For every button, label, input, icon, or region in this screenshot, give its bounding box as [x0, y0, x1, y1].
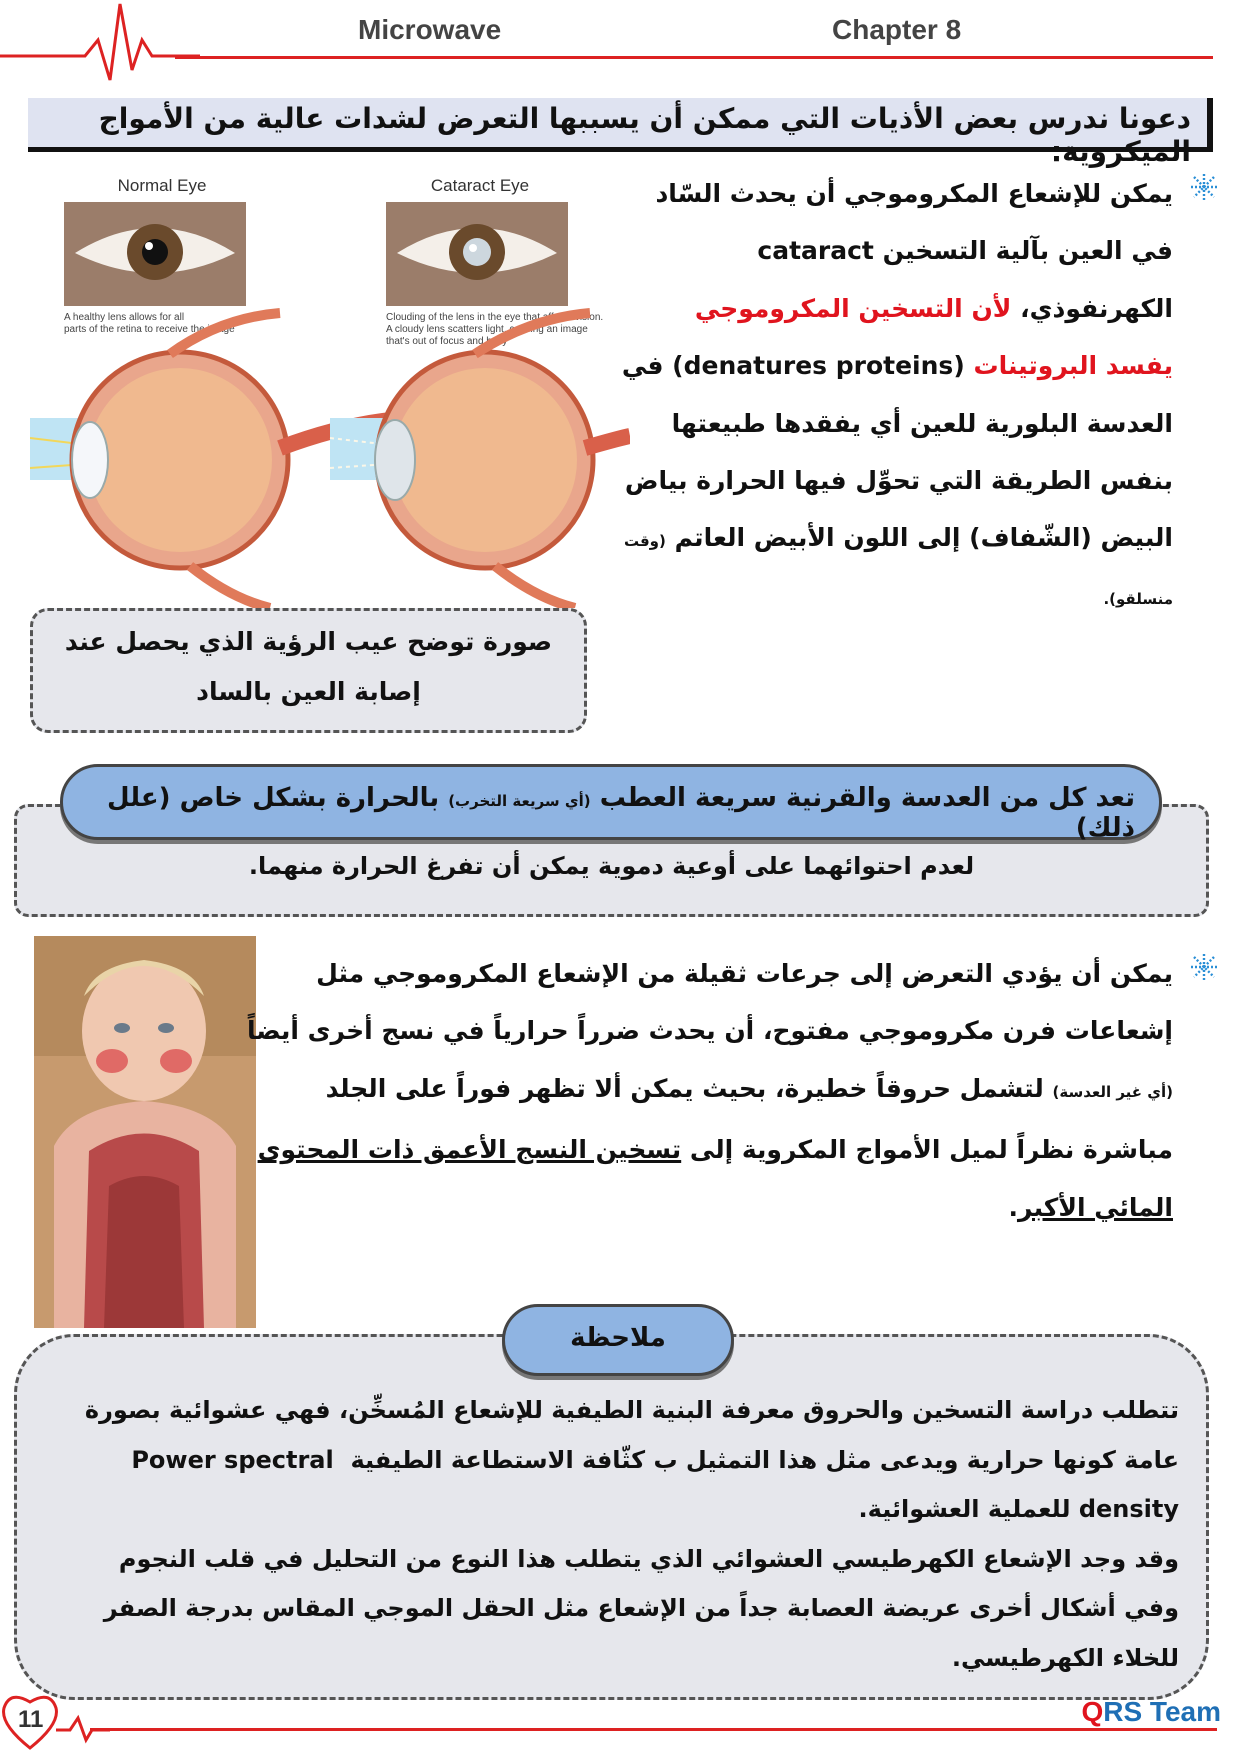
- svg-text:Clouding of the lens in the ey: Clouding of the lens in the eye that affects vision.: [386, 312, 604, 323]
- burn-paragraph: [246, 945, 1173, 1236]
- normal-eye-title: Normal Eye: [117, 176, 207, 195]
- normal-eye-photo: [64, 202, 246, 306]
- text-line: إشعاعات فرن مكروموجي مفتوح، أن يحدث ضرراً حرارياً في نسج أخرى أيضاً: [246, 1016, 1173, 1046]
- figure-caption-line: إصابة العين بالساد: [196, 677, 421, 706]
- header-left-title: Microwave: [358, 14, 502, 45]
- header-rule: [175, 56, 1213, 59]
- text-line: وقد وجد الإشعاع الكهرطيسي العشوائي الذي يتطلب هذا النوع من التحليل في قلب النجوم: [118, 1544, 1179, 1573]
- header-right-title: Chapter 8: [832, 14, 962, 45]
- lens-note-answer: لعدم احتوائهما على أوعية دموية يمكن أن تفرغ الحرارة منهما.: [248, 852, 975, 880]
- text-line: الكهرنفوذي، لأن التسخين المكروموجي: [694, 293, 1173, 323]
- section-title: دعونا ندرس بعض الأذيات التي ممكن أن يسببها التعرض لشدات عالية من الأمواج الميكروية:: [28, 98, 1213, 152]
- text-line: يمكن أن يؤدي التعرض إلى جرعات ثقيلة من الإشعاع المكروموجي مثل: [316, 959, 1173, 988]
- note-body: [69, 1386, 1179, 1683]
- cataract-paragraph: [593, 165, 1173, 628]
- text-line: وفي أشكال أخرى عريضة العصابة جداً من الإشعاع مثل الحقل الموجي المقاس بدرجة الصفر: [103, 1594, 1179, 1622]
- text-line: تتطلب دراسة التسخين والحروق معرفة البنية الطيفية للإشعاع المُسخِّن، فهي عشوائية بصورة: [84, 1396, 1179, 1424]
- underlined-phrase: تسخين النسج الأعمق ذات المحتوى: [257, 1135, 682, 1165]
- brand-logo: QRS Team: [1081, 1696, 1221, 1727]
- figure-caption-line: صورة توضح عيب الرؤية الذي يحصل عند: [64, 627, 553, 656]
- text-line: في العين بآلية التسخين cataract: [757, 236, 1173, 266]
- svg-text:that's out of focus and hazy: that's out of focus and hazy: [386, 336, 508, 347]
- heartbeat-line-icon: [0, 1690, 110, 1754]
- cataract-eye-photo: [386, 202, 568, 306]
- text-line: للخلاء الكهرطيسي.: [951, 1643, 1179, 1672]
- snowflake-icon: [1189, 172, 1219, 202]
- page-number: 11: [18, 1706, 44, 1733]
- svg-text:A healthy lens allows for all: A healthy lens allows for all: [64, 312, 185, 323]
- burned-child-photo: [34, 936, 256, 1328]
- eye-comparison-figure: [30, 168, 630, 608]
- underlined-phrase: المائي الأكبر: [1018, 1192, 1173, 1222]
- svg-text:parts of the retina to receive: parts of the retina to receive the image: [64, 324, 235, 335]
- text-line: density للعملية العشوائية.: [858, 1495, 1179, 1523]
- highlight-red: لأن التسخين المكروموجي: [694, 293, 1012, 323]
- text-line: (أي غير العدسة) لتشمل حروقاً خطيرة، بحيث يمكن ألا تظهر فوراً على الجلد: [325, 1073, 1173, 1103]
- heartbeat-line-icon: [0, 0, 200, 90]
- lens-note-heading: تعد كل من العدسة والقرنية سريعة العطب (أي سريعة التخرب) بالحرارة بشكل خاص (علل ذلك): [60, 764, 1162, 840]
- text-line: يفسد البروتينات (denatures proteins) في: [621, 351, 1173, 381]
- text-line: مباشرة نظراً لميل الأمواج المكروية إلى تسخين النسج الأعمق ذات المحتوى: [257, 1135, 1173, 1165]
- svg-text:A cloudy lens scatters light,: A cloudy lens scatters light, causing an image: [386, 324, 588, 335]
- text-line: العدسة البلورية للعين أي يفقدها طبيعتها: [671, 408, 1173, 438]
- note-title: ملاحظة: [502, 1304, 734, 1376]
- cataract-eye-title: Cataract Eye: [430, 176, 530, 195]
- bold-term: كثّافة الاستطاعة الطيفية: [350, 1445, 646, 1474]
- text-line: بنفس الطريقة التي تحوِّل فيها الحرارة بياض: [624, 466, 1173, 496]
- text-line: يمكن للإشعاع المكروموجي أن يحدث السّاد: [655, 179, 1173, 208]
- figure-caption-box: [30, 608, 587, 733]
- text-line: عامة كونها حرارية ويدعى مثل هذا التمثيل ب كثّافة الاستطاعة الطيفية Power spectral: [131, 1445, 1179, 1474]
- text-line: البيض (الشّفاف) إلى اللون الأبيض العاتم (وقت: [623, 523, 1173, 553]
- cataract-eyeball-diagram: [330, 313, 630, 608]
- text-line: منسلقو).: [1103, 589, 1173, 608]
- snowflake-icon: [1189, 952, 1219, 982]
- footer-rule: [90, 1728, 1217, 1731]
- text-line: المائي الأكبر.: [1008, 1192, 1173, 1222]
- highlight-red: يفسد البروتينات: [973, 351, 1173, 381]
